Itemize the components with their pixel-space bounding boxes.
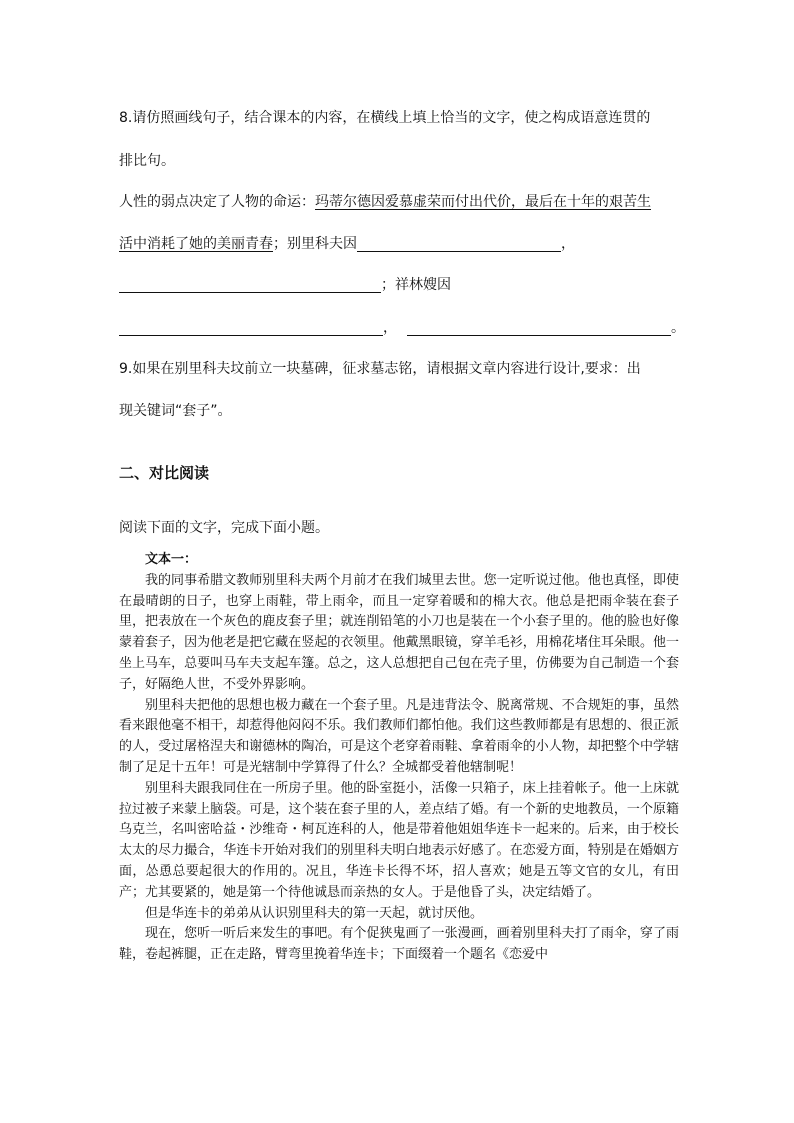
- passage-paragraph: 现在，您听一听后来发生的事吧。有个促狭鬼画了一张漫画，画着别里科夫打了雨伞，穿了雨鞋，卷起裤腿，正在走路，臂弯里挽着华连卡；下面缀着一个题名《恋爱中: [119, 926, 679, 963]
- comma-1: ，: [561, 236, 575, 252]
- passage-paragraph: 但是华连卡的弟弟从认识别里科夫的第一天起，就讨厌他。: [145, 905, 484, 921]
- passage-label: 文本一：: [145, 552, 198, 567]
- passage-paragraph: 我的同事希腊文教师别里科夫两个月前才在我们城里去世。您一定听说过他。他也真怪，即使在最晴朗的日子，也穿上雨鞋，带上雨伞，而且一定穿着暖和的棉大衣。他总是把雨伞装在套子里，把表放在一个灰色的鹿皮套子里；就连削铅笔的小刀也是装在一个小套子里的。他的脸也好像蒙着套子，因为他老是把它藏在竖起的衣领里。他戴黑眼镜，穿羊毛衫，用棉花堵住耳朵眼。他一坐上马车，总要叫马车夫支起车篷。总之，这人总想把自己包在壳子里，仿佛要为自己制造一个套子，好隔绝人世，不受外界影响。: [119, 572, 679, 692]
- q8-bielikefu-prefix: ；别里科夫因: [273, 236, 357, 252]
- q8-example-line-2: [119, 236, 575, 252]
- q8-line-1: 8.请仿照画线句子，结合课本的内容，在横线上填上恰当的文字，使之构成语意连贯的: [119, 110, 651, 126]
- q8-example-intro: 人性的弱点决定了人物的命运：: [119, 194, 315, 210]
- passage-paragraph: 别里科夫把他的思想也极力藏在一个套子里。凡是违背法令、脱离常规、不合规矩的事，虽然看来跟他毫不相干，却惹得他闷闷不乐。我们教师们都怕他。我们这些教师都是有思想的、很正派的人，受过屠格涅夫和谢德林的陶冶，可是这个老穿着雨鞋、拿着雨伞的小人物，却把整个中学辖制了足足十五年！可是光辖制中学算得了什么？全城都受着他辖制呢！: [119, 697, 679, 775]
- q8-xianglin-prefix: 祥林嫂因: [395, 277, 451, 293]
- comma-2: ，: [383, 320, 397, 336]
- q8-example-underlined-1: 玛蒂尔德因爱慕虚荣而付出代价，最后在十年的艰苦生: [315, 194, 651, 210]
- q8-example-line-1: [119, 194, 651, 210]
- q8-line-blank-3: [119, 320, 685, 336]
- q9-line-1: 9.如果在别里科夫坟前立一块墓碑，征求墓志铭，请根据文章内容进行设计,要求：出: [119, 361, 641, 377]
- answer-blank-2[interactable]: [119, 278, 381, 293]
- q8-line-2: 排比句。: [119, 153, 175, 169]
- answer-blank-1[interactable]: [357, 237, 561, 252]
- q9-line-2: 现关键词“套子”。: [119, 403, 232, 419]
- section-heading: 二、对比阅读: [119, 464, 210, 482]
- q8-example-underlined-2: 活中消耗了她的美丽青春: [119, 236, 273, 252]
- semicolon: ；: [381, 277, 395, 293]
- q8-line-blank-2: [119, 277, 451, 293]
- answer-blank-4[interactable]: [407, 321, 671, 336]
- period: 。: [671, 320, 685, 336]
- passage-paragraph: 别里科夫跟我同住在一所房子里。他的卧室挺小，活像一只箱子，床上挂着帐子。他一上床就拉过被子来蒙上脑袋。可是，这个装在套子里的人，差点结了婚。有一个新的史地教员，一个原籍乌克兰，名叫密哈益・沙维奇・柯瓦连科的人，他是带着他姐姐华连卡一起来的。后来，由于校长太太的尽力撮合，华连卡开始对我们的别里科夫明白地表示好感了。在恋爱方面，特别是在婚姻方面，怂恿总要起很大的作用的。况且，华连卡长得不坏，招人喜欢；她是五等文官的女儿，有田产；尤其要紧的，她是第一个待他诚恳而亲热的女人。于是他昏了头，决定结婚了。: [119, 780, 679, 900]
- passage-text-one: [119, 550, 679, 966]
- section-instruction: 阅读下面的文字，完成下面小题。: [119, 520, 329, 536]
- answer-blank-3[interactable]: [119, 321, 383, 336]
